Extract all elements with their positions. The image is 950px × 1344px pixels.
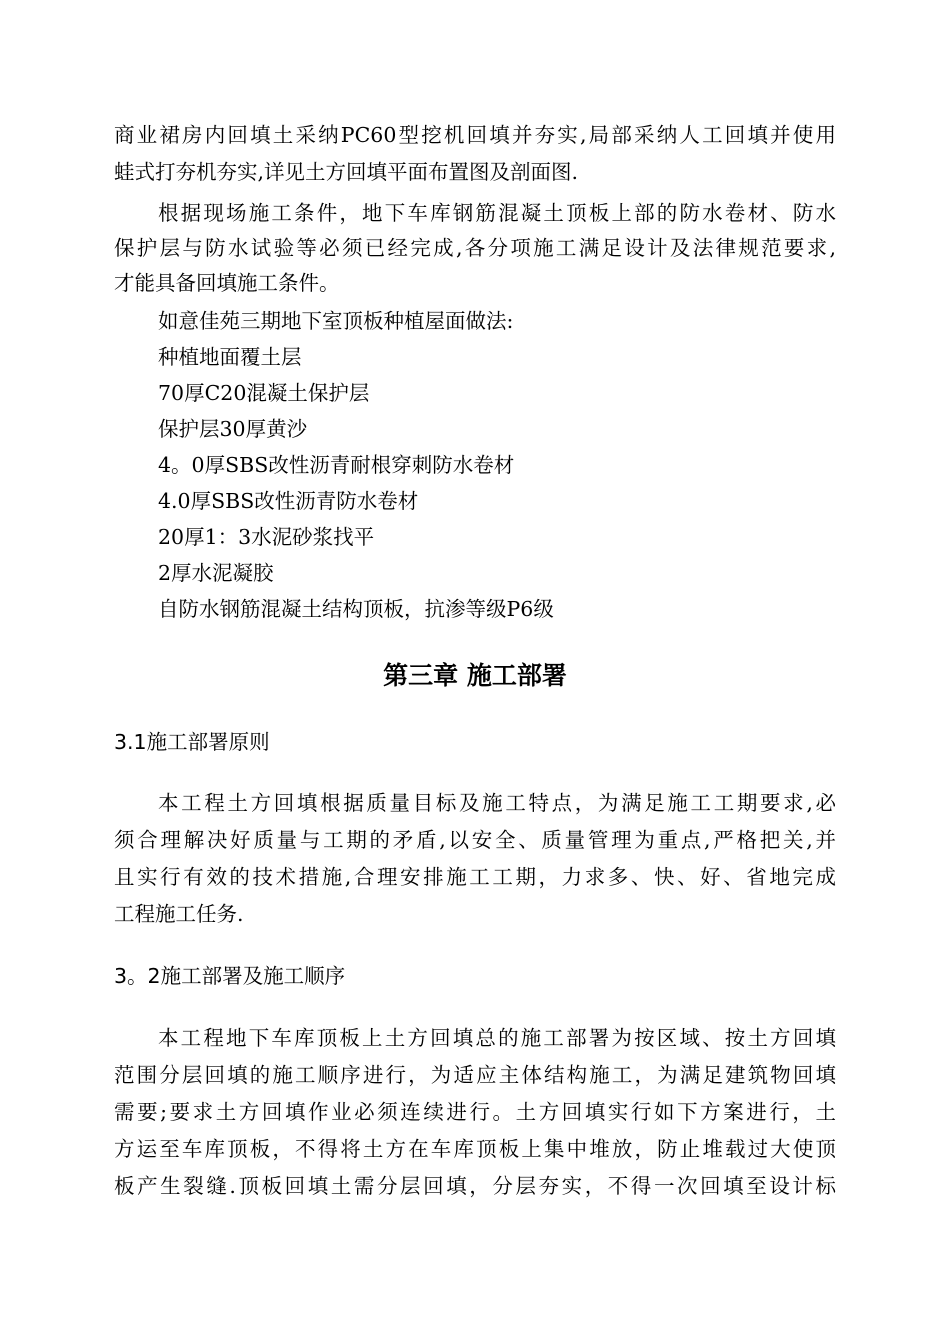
section-3-1-line-4: 工程施工任务. <box>114 902 244 926</box>
roof-layer-4: 4。0厚SBS改性沥青耐根穿刺防水卷材 <box>158 453 515 477</box>
section-3-1-line-2: 须合理解决好质量与工期的矛盾,以安全、质量管理为重点,严格把关,并 <box>114 828 836 852</box>
section-3-2-line-2: 范围分层回填的施工顺序进行，为适应主体结构施工，为满足建筑物回填 <box>114 1063 836 1087</box>
roof-layer-2: 70厚C20混凝土保护层 <box>158 381 370 405</box>
intro-line-1: 商业裙房内回填土采纳PC60型挖机回填并夯实,局部采纳人工回填并使用 <box>114 123 836 147</box>
roof-layer-6: 20厚1：3水泥砂浆找平 <box>158 525 375 549</box>
section-3-1-line-1: 本工程土方回填根据质量目标及施工特点，为满足施工工期要求,必 <box>158 791 836 815</box>
section-3-1-title: 3.1施工部署原则 <box>114 730 270 754</box>
section-3-2-line-4: 方运至车库顶板，不得将土方在车库顶板上集中堆放，防止堆载过大使顶 <box>114 1137 836 1161</box>
section-3-2-title: 3。2施工部署及施工顺序 <box>114 964 346 988</box>
roof-layer-7: 2厚水泥凝胶 <box>158 561 274 585</box>
roof-method-heading: 如意佳苑三期地下室顶板种植屋面做法: <box>158 309 514 333</box>
section-3-2-line-1: 本工程地下车库顶板上土方回填总的施工部署为按区域、按土方回填 <box>158 1026 836 1050</box>
roof-layer-1: 种植地面覆土层 <box>158 345 302 369</box>
section-3-1-line-3: 且实行有效的技术措施,合理安排施工工期，力求多、快、好、省地完成 <box>114 865 836 889</box>
roof-layer-3: 保护层30厚黄沙 <box>158 417 308 441</box>
conditions-line-3: 才能具备回填施工条件。 <box>114 271 340 295</box>
intro-line-2: 蛙式打夯机夯实,详见土方回填平面布置图及剖面图. <box>114 160 579 184</box>
roof-layer-8: 自防水钢筋混凝土结构顶板，抗渗等级P6级 <box>158 597 554 621</box>
chapter-title: 第三章 施工部署 <box>383 661 567 690</box>
conditions-line-1: 根据现场施工条件，地下车库钢筋混凝土顶板上部的防水卷材、防水 <box>158 201 836 225</box>
roof-layer-5: 4.0厚SBS改性沥青防水卷材 <box>158 489 419 513</box>
conditions-line-2: 保护层与防水试验等必须已经完成,各分项施工满足设计及法律规范要求, <box>114 236 836 260</box>
section-3-2-line-3: 需要;要求土方回填作业必须连续进行。土方回填实行如下方案进行，土 <box>114 1100 836 1124</box>
section-3-2-line-5: 板产生裂缝.顶板回填土需分层回填，分层夯实，不得一次回填至设计标 <box>114 1174 836 1198</box>
